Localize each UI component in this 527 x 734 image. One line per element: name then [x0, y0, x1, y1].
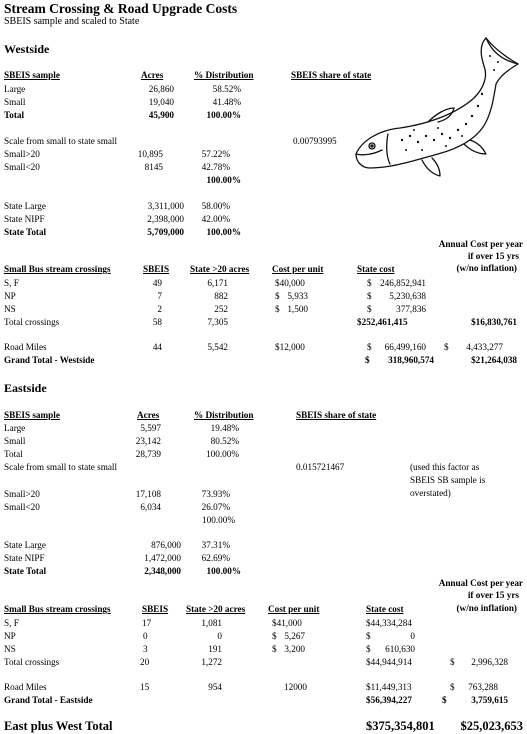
west-np-label: NP: [4, 291, 16, 301]
east-plus-west-label: East plus West Total: [4, 719, 113, 733]
west-grand-total-annual: $21,264,038: [471, 355, 517, 365]
west-col-share: SBEIS share of state: [291, 70, 372, 80]
east-scale-factor: 0.015721467: [296, 462, 345, 472]
west-col-sbeis-sample: SBEIS sample: [4, 70, 60, 80]
west-small-gt20-label: Small>20: [4, 149, 40, 159]
west-np-unit-dollar: $: [275, 291, 280, 301]
west-sf-dollar: $: [367, 278, 372, 288]
west-road-miles-state: 5,542: [207, 342, 228, 352]
east-small-lt20-label: Small<20: [4, 502, 40, 512]
west-sf-label: S, F: [4, 278, 19, 288]
west-small-gt20-pct: 57.22%: [201, 149, 230, 159]
west-large-pct: 58.52%: [212, 84, 241, 94]
west-large-acres: 26,860: [148, 84, 174, 94]
east-sf-sbeis: 17: [142, 618, 152, 628]
east-grand-total-cost: $56,394,227: [366, 695, 412, 705]
east-state-total-label: State Total: [4, 566, 47, 576]
east-ns-unit-dollar: $: [272, 644, 277, 654]
west-sf-sbeis: 49: [152, 278, 162, 288]
west-state-nipf-pct: 42.00%: [201, 214, 230, 224]
east-small-acres: 23,142: [135, 436, 161, 446]
east-total-crossings-state: 1,272: [201, 657, 222, 667]
west-small-label: Small: [4, 97, 26, 107]
west-grand-total-label: Grand Total - Westside: [4, 355, 95, 365]
east-large-pct: 19.48%: [210, 423, 239, 433]
west-state-large-acres: 3,311,000: [147, 201, 184, 211]
west-annual-header-2: if over 15 yrs: [467, 251, 519, 261]
east-ns-cost: 610,630: [385, 644, 415, 654]
west-np-unit: 5,933: [287, 291, 308, 301]
west-ns-sbeis: 2: [157, 304, 162, 314]
west-np-dollar: $: [367, 291, 372, 301]
west-scale-factor: 0.00793995: [293, 136, 337, 146]
east-road-miles-annual: 763,288: [468, 682, 498, 692]
west-col-state-gt20: State >20 acres: [190, 264, 250, 274]
west-state-nipf-acres: 2,398,000: [147, 214, 184, 224]
east-large-label: Large: [4, 423, 26, 433]
east-sf-cost: $44,334,284: [366, 618, 412, 628]
west-total-label: Total: [4, 110, 25, 120]
west-small-lt20-label: Small<20: [4, 162, 40, 172]
west-np-state: 882: [214, 291, 228, 301]
west-scale-label: Scale from small to state small: [4, 136, 118, 146]
west-road-miles-annual-dollar: $: [444, 342, 449, 352]
west-road-miles-cost: 66,499,160: [384, 342, 426, 352]
east-annual-header-1: Annual Cost per year: [438, 578, 523, 588]
east-state-nipf-acres: 1,472,000: [144, 553, 181, 563]
east-np-dollar: $: [366, 631, 371, 641]
east-total-crossings-annual-dollar: $: [450, 657, 455, 667]
west-state-total-pct: 100.00%: [206, 227, 241, 237]
east-small-total-pct: 100.00%: [202, 515, 235, 525]
east-annual-header-2: if over 15 yrs: [467, 590, 519, 600]
east-col-state-cost: State cost: [366, 604, 404, 614]
east-plus-west-cost: $375,354,801: [366, 719, 435, 733]
west-state-large-label: State Large: [4, 201, 46, 211]
east-road-miles-annual-dollar: $: [450, 682, 455, 692]
east-state-nipf-label: State NIPF: [4, 553, 45, 563]
page-title: Stream Crossing & Road Upgrade Costs: [4, 1, 238, 16]
east-grand-total-annual: 3,759,615: [471, 695, 508, 705]
west-road-miles-annual: 4,433,277: [466, 342, 503, 352]
east-np-unit: 5,267: [284, 631, 305, 641]
west-total-crossings-state: 7,305: [207, 317, 228, 327]
east-grand-total-label: Grand Total - Eastside: [4, 695, 93, 705]
west-ns-unit-dollar: $: [275, 304, 280, 314]
east-total-pct: 100.00%: [206, 449, 239, 459]
west-total-pct: 100.00%: [206, 110, 241, 120]
east-state-total-acres: 2,348,000: [144, 566, 181, 576]
salmon-illustration: [352, 36, 524, 196]
east-ns-dollar: $: [366, 644, 371, 654]
east-ns-unit: 3,200: [284, 644, 305, 654]
east-large-acres: 5,597: [140, 423, 161, 433]
east-sf-state: 1,081: [201, 618, 222, 628]
west-small-pct: 41.48%: [212, 97, 241, 107]
west-ns-dollar: $: [367, 304, 372, 314]
east-note-line-2: SBEIS SB sample is: [410, 475, 486, 485]
east-small-gt20-label: Small>20: [4, 489, 40, 499]
east-sf-unit: $41,000: [272, 618, 302, 628]
east-small-lt20-pct: 26.07%: [201, 502, 230, 512]
east-grand-total-annual-dollar: $: [442, 695, 447, 705]
east-col-distribution: % Distribution: [194, 410, 254, 420]
east-plus-west-annual: $25,023,653: [460, 719, 523, 733]
west-grand-total-dollar: $: [365, 355, 370, 365]
west-ns-unit: 1,500: [287, 304, 308, 314]
west-np-cost: 5,230,638: [389, 291, 426, 301]
east-state-large-acres: 876,000: [151, 540, 181, 550]
west-total-crossings-label: Total crossings: [4, 317, 60, 327]
east-state-total-pct: 100.00%: [206, 566, 241, 576]
west-sf-state: 6,171: [207, 278, 228, 288]
east-np-cost: 0: [410, 631, 415, 641]
west-state-large-pct: 58.00%: [201, 201, 230, 211]
east-sf-label: S, F: [4, 618, 19, 628]
east-col-cost-unit: Cost per unit: [268, 604, 320, 614]
west-ns-state: 252: [214, 304, 228, 314]
east-road-miles-state: 954: [208, 682, 222, 692]
west-road-miles-sbeis: 44: [152, 342, 162, 352]
east-road-miles-cost: $11,449,313: [366, 682, 412, 692]
west-state-total-acres: 5,709,000: [147, 227, 184, 237]
west-small-total-pct: 100.00%: [206, 175, 241, 185]
west-sf-unit: $40,000: [275, 278, 305, 288]
east-small-pct: 80.52%: [210, 436, 239, 446]
east-road-miles-sbeis: 15: [140, 682, 150, 692]
east-ns-label: NS: [4, 644, 16, 654]
east-col-acres: Acres: [137, 410, 160, 420]
east-col-sbeis: SBEIS: [142, 604, 169, 614]
page-subtitle: SBEIS sample and scaled to State: [4, 16, 140, 27]
east-np-state: 0: [217, 631, 222, 641]
west-small-acres: 19,040: [148, 97, 174, 107]
west-col-cost-unit: Cost per unit: [272, 264, 324, 274]
west-annual-header-1: Annual Cost per year: [438, 239, 523, 249]
west-small-gt20-acres: 10,895: [137, 149, 163, 159]
east-annual-header-3: (w/no inflation): [456, 603, 517, 613]
west-road-miles-dollar: $: [367, 342, 372, 352]
west-col-acres: Acres: [141, 70, 164, 80]
east-total-crossings-annual: 2,996,328: [471, 657, 508, 667]
west-col-state-cost: State cost: [357, 264, 395, 274]
west-state-nipf-label: State NIPF: [4, 214, 45, 224]
east-note-line-1: (used this factor as: [410, 462, 480, 472]
west-total-crossings-cost: $252,461,415: [357, 317, 408, 327]
west-np-sbeis: 7: [157, 291, 162, 301]
west-ns-cost: 377,836: [396, 304, 426, 314]
east-np-label: NP: [4, 631, 16, 641]
east-ns-state: 191: [208, 644, 222, 654]
east-small-label: Small: [4, 436, 26, 446]
east-scale-label: Scale from small to state small: [4, 462, 118, 472]
west-state-total-label: State Total: [4, 227, 47, 237]
west-ns-label: NS: [4, 304, 16, 314]
west-road-miles-label: Road Miles: [4, 342, 47, 352]
east-np-unit-dollar: $: [272, 631, 277, 641]
westside-heading: Westside: [4, 42, 50, 56]
west-grand-total-cost: 318,960,574: [388, 355, 434, 365]
east-state-nipf-pct: 62.69%: [201, 553, 230, 563]
east-col-crossings: Small Bus stream crossings: [4, 604, 111, 614]
east-col-sbeis-sample: SBEIS sample: [4, 410, 60, 420]
east-total-crossings-label: Total crossings: [4, 657, 60, 667]
west-total-acres: 45,900: [148, 110, 174, 120]
east-total-crossings-sbeis: 20: [140, 657, 150, 667]
east-note-line-3: overstated): [410, 488, 451, 498]
east-state-large-pct: 37.31%: [201, 540, 230, 550]
east-np-sbeis: 0: [143, 631, 148, 641]
west-total-crossings-sbeis: 58: [152, 317, 162, 327]
west-col-distribution: % Distribution: [194, 70, 254, 80]
east-total-acres: 28,739: [135, 449, 161, 459]
east-small-lt20-acres: 6,034: [140, 502, 161, 512]
east-ns-sbeis: 3: [143, 644, 148, 654]
east-small-gt20-pct: 73.93%: [201, 489, 230, 499]
west-annual-header-3: (w/no inflation): [456, 263, 517, 273]
west-large-label: Large: [4, 84, 26, 94]
east-road-miles-label: Road Miles: [4, 682, 47, 692]
west-col-sbeis: SBEIS: [143, 264, 170, 274]
west-small-lt20-pct: 42.78%: [201, 162, 230, 172]
west-total-crossings-annual: $16,830,761: [471, 317, 517, 327]
west-road-miles-unit: $12,000: [275, 342, 305, 352]
east-total-label: Total: [4, 449, 23, 459]
east-small-gt20-acres: 17,108: [135, 489, 161, 499]
west-col-crossings: Small Bus stream crossings: [4, 264, 111, 274]
east-total-crossings-cost: $44,944,914: [366, 657, 412, 667]
eastside-heading: Eastside: [4, 381, 47, 395]
west-sf-cost: 246,852,941: [380, 278, 426, 288]
east-col-state-gt20: State >20 acres: [186, 604, 246, 614]
west-small-lt20-acres: 8145: [144, 162, 163, 172]
east-col-share: SBEIS share of state: [296, 410, 377, 420]
east-road-miles-unit: 12000: [284, 682, 307, 692]
east-state-large-label: State Large: [4, 540, 46, 550]
